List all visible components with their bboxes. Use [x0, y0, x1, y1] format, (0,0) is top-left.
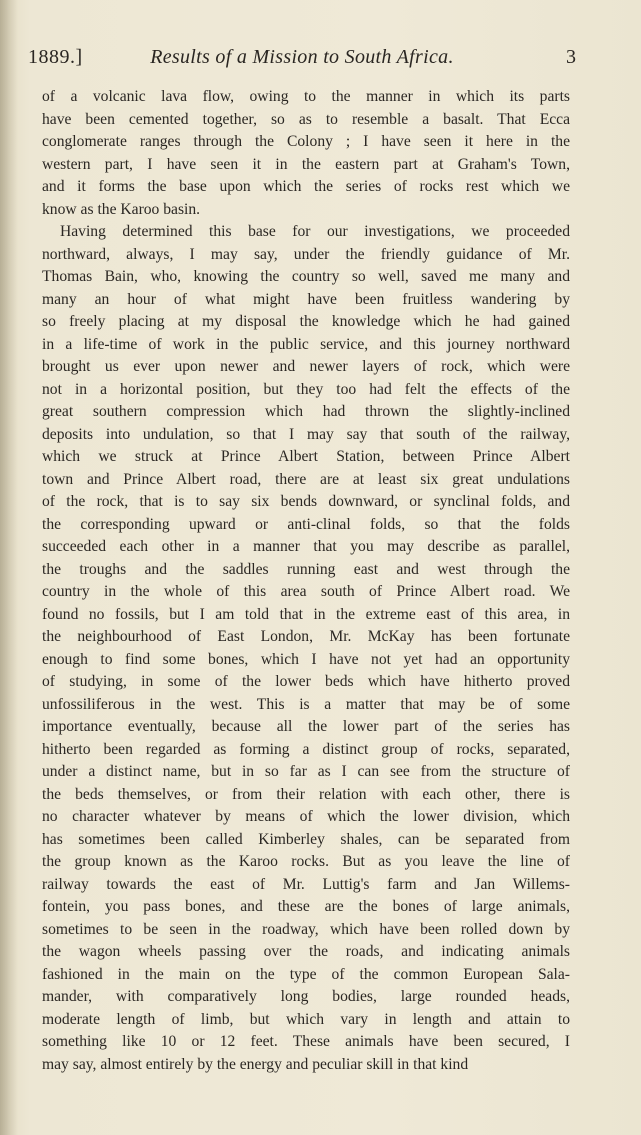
text-line: western part, I have seen it in the eastern part at Graham's Town, — [42, 155, 570, 173]
text-line: of the rock, that is to say six bends downward, or synclinal folds, and — [42, 493, 570, 510]
text-line: may say, almost entirely by the energy and peculiar skill in that kind — [42, 1055, 469, 1073]
body-text — [42, 86, 570, 1076]
header-year: 1889.] — [28, 46, 83, 68]
text-line: the wagon wheels passing over the roads, and indicating animals — [42, 943, 570, 960]
text-line: succeeded each other in a manner that you may describe as parallel, — [42, 538, 570, 555]
text-line: hitherto been regarded as forming a distinct group of rocks, separated, — [42, 740, 570, 758]
text-line: the beds themselves, or from their relation with each other, there is — [42, 785, 570, 803]
spine-shadow — [0, 0, 18, 1135]
text-line: conglomerate ranges through the Colony ; I have seen it here in the — [42, 133, 570, 150]
paragraph — [42, 221, 570, 1076]
paragraph — [42, 86, 570, 221]
text-line: found no fossils, but I am told that in the extreme east of this area, in — [42, 605, 570, 623]
text-line: unfossiliferous in the west. This is a matter that may be of some — [42, 695, 570, 713]
text-line: the group known as the Karoo rocks. But as you leave the line of — [42, 853, 570, 870]
text-line: know as the Karoo basin. — [42, 200, 201, 218]
text-line: no character whatever by means of which the lower division, which — [42, 808, 570, 825]
page-number: 3 — [566, 46, 576, 68]
text-line: importance eventually, because all the lower part of the series has — [42, 718, 570, 735]
text-line: has sometimes been called Kimberley shales, can be separated from — [42, 830, 570, 848]
text-line: deposits into undulation, so that I may say that south of the railway, — [42, 425, 570, 443]
text-line: many an hour of what might have been fruitless wandering by — [42, 290, 570, 308]
text-line: which we struck at Prince Albert Station, between Prince Albert — [42, 448, 570, 465]
text-line: brought us ever upon newer and newer layers of rock, which were — [42, 358, 570, 375]
running-header — [28, 46, 576, 74]
text-line: Thomas Bain, who, knowing the country so well, saved me many and — [42, 268, 570, 285]
text-line: fashioned in the main on the type of the common European Sala- — [42, 965, 570, 983]
header-title: Results of a Mission to South Africa. — [150, 46, 454, 68]
text-line: the troughs and the saddles running east and west through the — [42, 560, 570, 578]
text-line: railway towards the east of Mr. Luttig's farm and Jan Willems- — [42, 875, 570, 893]
text-line: Having determined this base for our investigations, we proceeded — [60, 223, 570, 240]
text-line: moderate length of limb, but which vary in length and attain to — [42, 1010, 570, 1028]
text-line: the corresponding upward or anti-clinal folds, so that the folds — [42, 515, 570, 533]
text-line: in a life-time of work in the public service, and this journey northward — [42, 335, 570, 353]
text-line: of a volcanic lava flow, owing to the manner in which its parts — [42, 88, 570, 105]
text-line: northward, always, I may say, under the friendly guidance of Mr. — [42, 245, 570, 263]
text-line: town and Prince Albert road, there are at least six great undulations — [42, 470, 570, 488]
text-line: mander, with comparatively long bodies, large rounded heads, — [42, 988, 570, 1005]
text-line: sometimes to be seen in the roadway, which have been rolled down by — [42, 920, 570, 938]
text-line: so freely placing at my disposal the knowledge which he had gained — [42, 313, 570, 330]
text-line: fontein, you pass bones, and these are the bones of large animals, — [42, 898, 570, 915]
text-line: of studying, in some of the lower beds which have hitherto proved — [42, 673, 570, 690]
text-line: have been cemented together, so as to resemble a basalt. That Ecca — [42, 110, 570, 128]
text-line: under a distinct name, but in so far as I can see from the structure of — [42, 763, 570, 780]
text-line: country in the whole of this area south of Prince Albert road. We — [42, 583, 570, 600]
text-line: great southern compression which had thrown the slightly-inclined — [42, 403, 570, 420]
text-line: not in a horizontal position, but they too had felt the effects of the — [42, 380, 570, 398]
text-line: the neighbourhood of East London, Mr. McKay has been fortunate — [42, 628, 570, 645]
text-line: something like 10 or 12 feet. These animals have been secured, I — [42, 1033, 570, 1050]
text-line: enough to find some bones, which I have not yet had an opportunity — [42, 650, 570, 668]
text-line: and it forms the base upon which the series of rocks rest which we — [42, 178, 570, 195]
